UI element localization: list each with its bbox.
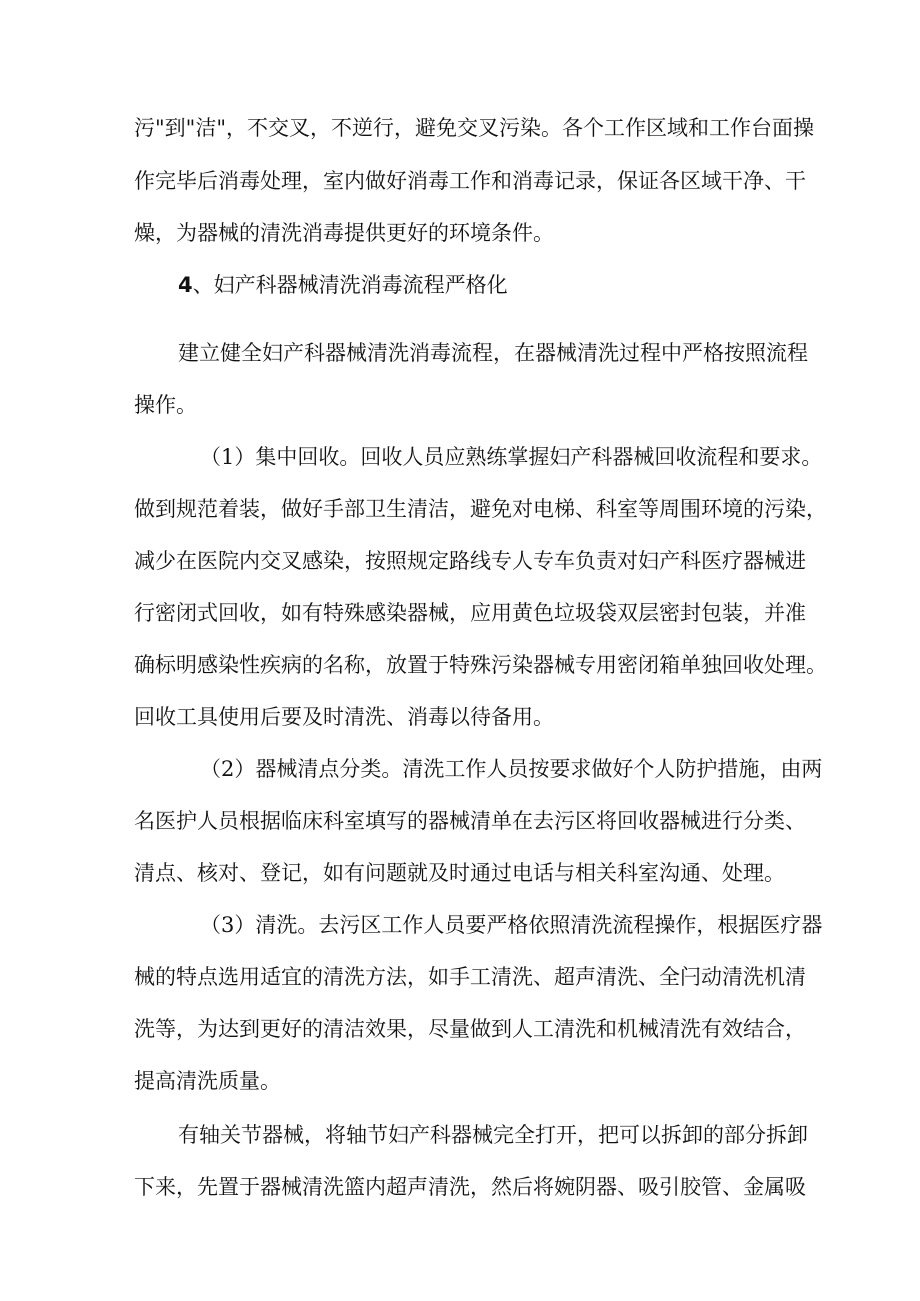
paragraph-2-line-1: 建立健全妇产科器械清洗消毒流程，在器械清洗过程中严格按照流程 (178, 341, 808, 365)
item-1-line-2: 做到规范着装，做好手部卫生清洁，避免对电梯、科室等周围环境的污染， (134, 497, 827, 521)
item-3-line-2: 械的特点选用适宜的清洗方法，如手工清洗、超声清洗、全闩动清洗机清 (134, 965, 806, 989)
item-1-line-4: 行密闭式回收，如有特殊感染器械，应用黄色垃圾袋双层密封包装，并准 (134, 601, 806, 625)
paragraph-2-line-2: 操作。 (134, 393, 197, 417)
paragraph-3-line-1: 有轴关节器械，将轴节妇产科器械完全打开，把可以拆卸的部分拆卸 (178, 1123, 808, 1147)
paragraph-1-line-3: 燥，为器械的清洗消毒提供更好的环境条件。 (134, 221, 554, 245)
item-3-line-1: （3）清洗。去污区工作人员要严格依照清洗流程操作，根据医疗器 (200, 913, 823, 937)
section-heading-number: 4 (178, 273, 193, 297)
item-3-line-4: 提高清洗质量。 (134, 1069, 281, 1093)
item-2-line-3: 清点、核对、登记，如有问题就及时通过电话与相关科室沟通、处理。 (134, 861, 785, 885)
section-heading-4 (0, 270, 920, 300)
item-1-line-1: （1）集中回收。回收人员应熟练掌握妇产科器械回收流程和要求。 (200, 445, 823, 469)
paragraph-1-line-2: 作完毕后消毒处理，室内做好消毒工作和消毒记录，保证各区域干净、干 (134, 169, 806, 193)
item-1-line-3: 减少在医院内交叉感染，按照规定路线专人专车负责对妇产科医疗器械进 (134, 549, 806, 573)
item-1-line-6: 回收工具使用后要及时清洗、消毒以待备用。 (134, 705, 554, 729)
item-2-line-1: （2）器械清点分类。清洗工作人员按要求做好个人防护措施，由两 (200, 757, 823, 781)
item-3-line-3: 洗等，为达到更好的清洁效果，尽量做到人工清洗和机械清洗有效结合， (134, 1017, 806, 1041)
section-heading-text: 、妇产科器械清洗消毒流程严格化 (192, 273, 508, 297)
item-1-line-5: 确标明感染性疾病的名称，放置于特殊污染器械专用密闭箱单独回收处理。 (134, 653, 827, 677)
item-2-line-2: 名医护人员根据临床科室填写的器械清单在去污区将回收器械进行分类、 (134, 809, 806, 833)
paragraph-3-line-2: 下来，先置于器械清洗篮内超声清洗，然后将婉阴器、吸引胶管、金属吸 (134, 1175, 806, 1199)
paragraph-1-line-1: 污"到"洁"，不交叉，不逆行，避免交叉污染。各个工作区域和工作台面操 (134, 116, 814, 140)
